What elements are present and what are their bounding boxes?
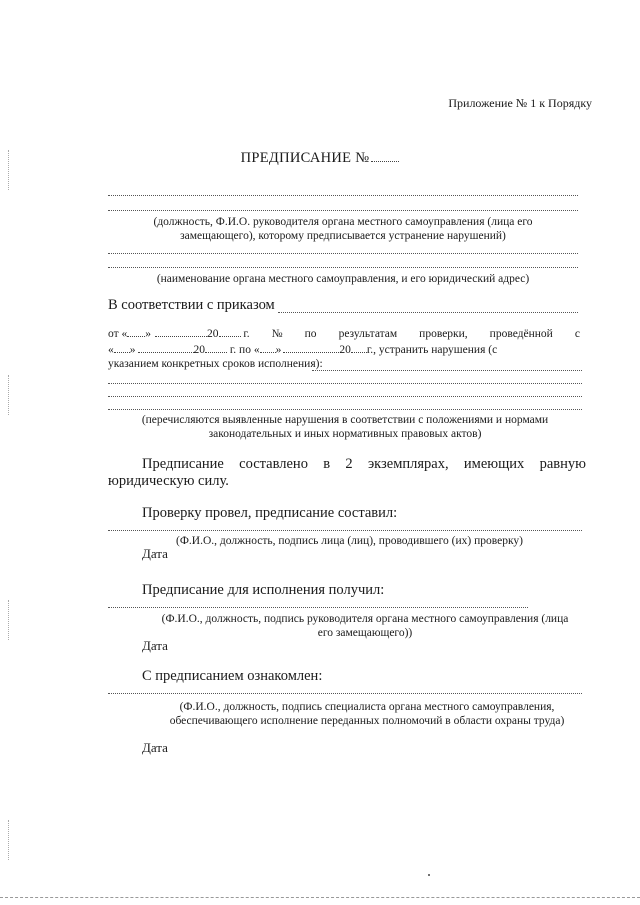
- copies-word: составлено: [239, 456, 308, 472]
- order-line-1: [108, 326, 580, 341]
- copies-word: в: [323, 456, 331, 472]
- copies-word: имеющих: [463, 456, 525, 472]
- text-fragment: »: [129, 344, 136, 356]
- organ-caption: (наименование органа местного самоуправления, и его юридический адрес): [156, 273, 530, 285]
- receiver-lead: Предписание для исполнения получил:: [142, 582, 385, 598]
- text-fragment: »: [275, 344, 282, 356]
- scan-margin-mark: [8, 600, 9, 640]
- order-number-line: [278, 312, 578, 313]
- violations-line: [108, 383, 582, 384]
- text-fragment: г. по «: [229, 344, 260, 356]
- recipient-caption-line: замещающего), которому предписывается устранение нарушений): [180, 230, 506, 242]
- order-line-3: указанием конкретных сроков исполнения):: [108, 358, 323, 370]
- scan-speck: [428, 874, 430, 876]
- text-fragment: 20: [207, 328, 219, 340]
- acquainted-caption: [130, 700, 604, 728]
- violations-line: [312, 370, 582, 371]
- year-blank: [351, 342, 367, 353]
- day-blank: [260, 342, 276, 353]
- month-blank: [283, 342, 339, 353]
- title-number-blank: [371, 161, 399, 162]
- text-fragment: «: [108, 344, 114, 356]
- acquainted-date: Дата: [142, 740, 168, 755]
- appendix-label: Приложение № 1 к Порядку: [448, 96, 592, 110]
- violations-caption-line: законодательных и иных нормативных правовых актов): [208, 428, 482, 440]
- page-title: [0, 150, 640, 167]
- violations-caption-line: (перечисляются выявленные нарушения в соответствии с положениями и нормами: [141, 414, 549, 426]
- acquainted-signature-line: [108, 693, 582, 694]
- violations-line: [108, 409, 582, 410]
- text-fragment: г., устранить нарушения (с: [366, 344, 498, 356]
- year-blank: [219, 326, 241, 337]
- day-blank: [127, 326, 145, 337]
- copies-word: равную: [539, 456, 586, 472]
- title-text: ПРЕДПИСАНИЕ №: [240, 150, 370, 166]
- text-fragment: №: [271, 328, 283, 340]
- copies-line-1: [142, 456, 586, 473]
- text-fragment: результатам: [338, 328, 398, 340]
- recipient-line: [108, 195, 578, 196]
- scan-margin-mark: [8, 375, 9, 415]
- recipient-caption-line: (должность, Ф.И.О. руководителя органа местного самоуправления (лица его: [153, 216, 533, 228]
- copies-line-2: юридическую силу.: [108, 473, 229, 489]
- text-fragment: »: [145, 328, 151, 340]
- copies-word: 2: [345, 456, 353, 472]
- violations-line: [108, 396, 582, 397]
- acquainted-caption-line: обеспечивающего исполнение переданных полномочий в области охраны труда): [169, 715, 565, 727]
- receiver-caption-line: (Ф.И.О., должность, подпись руководителя органа местного самоуправления (лица: [161, 613, 569, 625]
- order-lead: В соответствии с приказом: [108, 297, 275, 313]
- acquainted-caption-line: (Ф.И.О., должность, подпись специалиста органа местного самоуправления,: [179, 701, 555, 713]
- text-fragment: 20: [339, 344, 351, 356]
- acquainted-lead: С предписанием ознакомлен:: [142, 668, 323, 684]
- organ-line: [108, 267, 578, 268]
- day-blank: [114, 342, 130, 353]
- text-fragment: от «: [108, 328, 128, 340]
- recipient-line: [108, 210, 578, 211]
- violations-caption: [108, 413, 582, 441]
- inspector-lead: Проверку провел, предписание составил:: [142, 505, 398, 521]
- scan-bottom-edge: [0, 897, 640, 898]
- text-fragment: по: [304, 328, 317, 340]
- receiver-signature-line: [108, 607, 528, 608]
- receiver-caption: [142, 612, 588, 640]
- copies-word: экземплярах,: [367, 456, 449, 472]
- month-blank: [155, 326, 207, 337]
- receiver-caption-line: его замещающего)): [317, 627, 413, 639]
- copies-word: Предписание: [142, 456, 224, 472]
- text-fragment: с: [574, 328, 580, 340]
- inspector-date: Дата: [142, 546, 168, 561]
- text-fragment: 20: [193, 344, 205, 356]
- text-fragment: проведённой: [489, 328, 553, 340]
- recipient-caption: [108, 215, 578, 243]
- inspector-caption: (Ф.И.О., должность, подпись лица (лиц), проводившего (их) проверку): [176, 535, 523, 547]
- order-line-2: [108, 342, 588, 357]
- text-fragment: г.: [243, 328, 250, 340]
- receiver-date: Дата: [142, 638, 168, 653]
- inspector-signature-line: [108, 530, 582, 531]
- month-blank: [138, 342, 194, 353]
- year-blank: [205, 342, 227, 353]
- text-fragment: проверки,: [419, 328, 468, 340]
- organ-line: [108, 253, 578, 254]
- scan-margin-mark: [8, 820, 9, 860]
